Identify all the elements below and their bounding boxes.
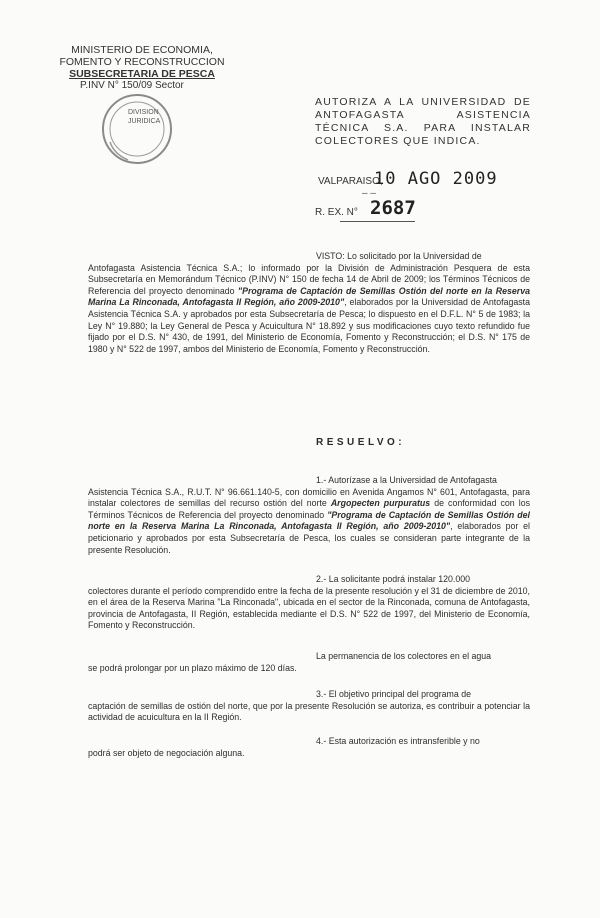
item-1 — [88, 475, 530, 556]
date-dash: – – — [362, 188, 376, 199]
ministry-name: MINISTERIO DE ECONOMIA, — [71, 44, 213, 56]
item-2b-body: se podrá prolongar por un plazo máximo de 120 días. — [88, 662, 297, 673]
seal-label-line1: DIVISION — [128, 109, 159, 116]
item-4 — [88, 736, 530, 759]
seal-label-line2: JURIDICA — [128, 118, 161, 125]
item-3-lead: 3.- El objetivo principal del programa de — [316, 689, 472, 699]
item-1-project: "Programa de Captación de Semillas Ostión del norte en la Reserva Marina La Rinconada, Antofagasta II Región, año 2009-2010" — [88, 509, 530, 532]
letterhead — [52, 44, 232, 92]
date-stamp: 10 AGO 2009 — [374, 169, 498, 189]
seal-label — [128, 108, 160, 126]
item-2 — [88, 574, 530, 632]
rex-label: R. EX. N° — [315, 207, 358, 218]
item-4-lead: 4.- Esta autorización es intransferible y no — [316, 736, 480, 746]
ministry-name-cont: FOMENTO Y RECONSTRUCCION — [59, 56, 225, 68]
rex-number: 2687 — [370, 197, 416, 219]
item-1-body: Asistencia Técnica S.A., R.U.T. N° 96.661.140-5, con domicilio en Avenida Angamos N° 601, Antofagasta, para instalar colectores de semillas del recurso ostión del norte — [88, 486, 530, 509]
item-4-body: podrá ser objeto de negociación alguna. — [88, 747, 245, 758]
item-1-body2: de conformidad con los Términos Técnicos de Referencia del proyecto denominado — [88, 498, 530, 520]
item-2b — [88, 651, 530, 674]
rex-underline — [340, 221, 415, 222]
resolution-title: AUTORIZA A LA UNIVERSIDAD DE ANTOFAGASTA ASISTENCIA TÉCNICA S.A. PARA INSTALAR COLECTORES QUE INDICA. — [315, 96, 531, 147]
item-1-species: Argopecten purpuratus — [330, 498, 431, 509]
reference-number: P.INV N° 150/09 Sector — [80, 80, 184, 91]
division-juridica-seal-icon — [100, 92, 174, 166]
item-3 — [88, 689, 530, 724]
visto-body: Antofagasta Asistencia Técnica S.A.; lo informado por la División de Administración Pesquera de esta Subsecretaría en Memorándum Técnico (P.INV) N° 150 de fecha 14 de Abril de 2009; los Términos Técnicos de Referencia del proyecto denominado — [88, 262, 530, 296]
item-1-lead: 1.- Autorízase a la Universidad de Antofagasta — [316, 475, 497, 485]
item-2b-lead: La permanencia de los colectores en el agua — [316, 651, 492, 661]
item-3-body: captación de semillas de ostión del norte, que por la presente Resolución se autoriza, es contribuir a potenciar la actividad de acuicultura en la II Región. — [88, 700, 530, 723]
item-2-lead: 2.- La solicitante podrá instalar 120.000 — [316, 574, 471, 584]
visto-paragraph — [88, 251, 530, 355]
visto-body-end: , elaborados por la Universidad de Antofagasta Asistencia Técnica S.A. y aprobados por esta Subsecretaría de Pesca; lo dispuesto en el D.F.L. N° 5 de 1983; la Ley N° 19.880; la Ley General de Pesca y Acuicultura N° 18.892 y sus modificaciones cuyo texto refundido fue fijado por el D.S. N° 430, de 1991, del Ministerio de Economía, Fomento y Reconstrucción; el D.S. N° 175 de 1980 y N° 522 de 1997, ambos del Ministerio de Economía, Fomento y Reconstrucción. — [88, 297, 530, 354]
visto-lead: VISTO: Lo solicitado por la Universidad de — [316, 251, 482, 261]
subsecretaria-name: SUBSECRETARIA DE PESCA — [69, 68, 215, 80]
visto-project-name: "Programa de Captación de Semillas Ostión del norte en la Reserva Marina La Rinconada, Antofagasta II Región, año 2009-2010" — [88, 285, 530, 308]
item-1-body3: , elaborados por el peticionario y aprobados por esta Subsecretaría de Pesca, los cuales se consideran parte integrante de la presente Resolución. — [88, 521, 530, 555]
item-2-body: colectores durante el período comprendido entre la fecha de la presente resolución y el 31 de diciembre de 2010, en el área de la Reserva Marina "La Rinconada", ubicada en el sector de la Rinconada, comuna de Antofagasta, provincia de Antofagasta, II Región, establecida mediante el D.S. N° 522 de 1997, del Ministerio de Economía, Fomento y Reconstrucción. — [88, 585, 530, 631]
place-label: VALPARAISO, — [318, 176, 383, 187]
resuelvo-heading: RESUELVO: — [316, 437, 406, 448]
